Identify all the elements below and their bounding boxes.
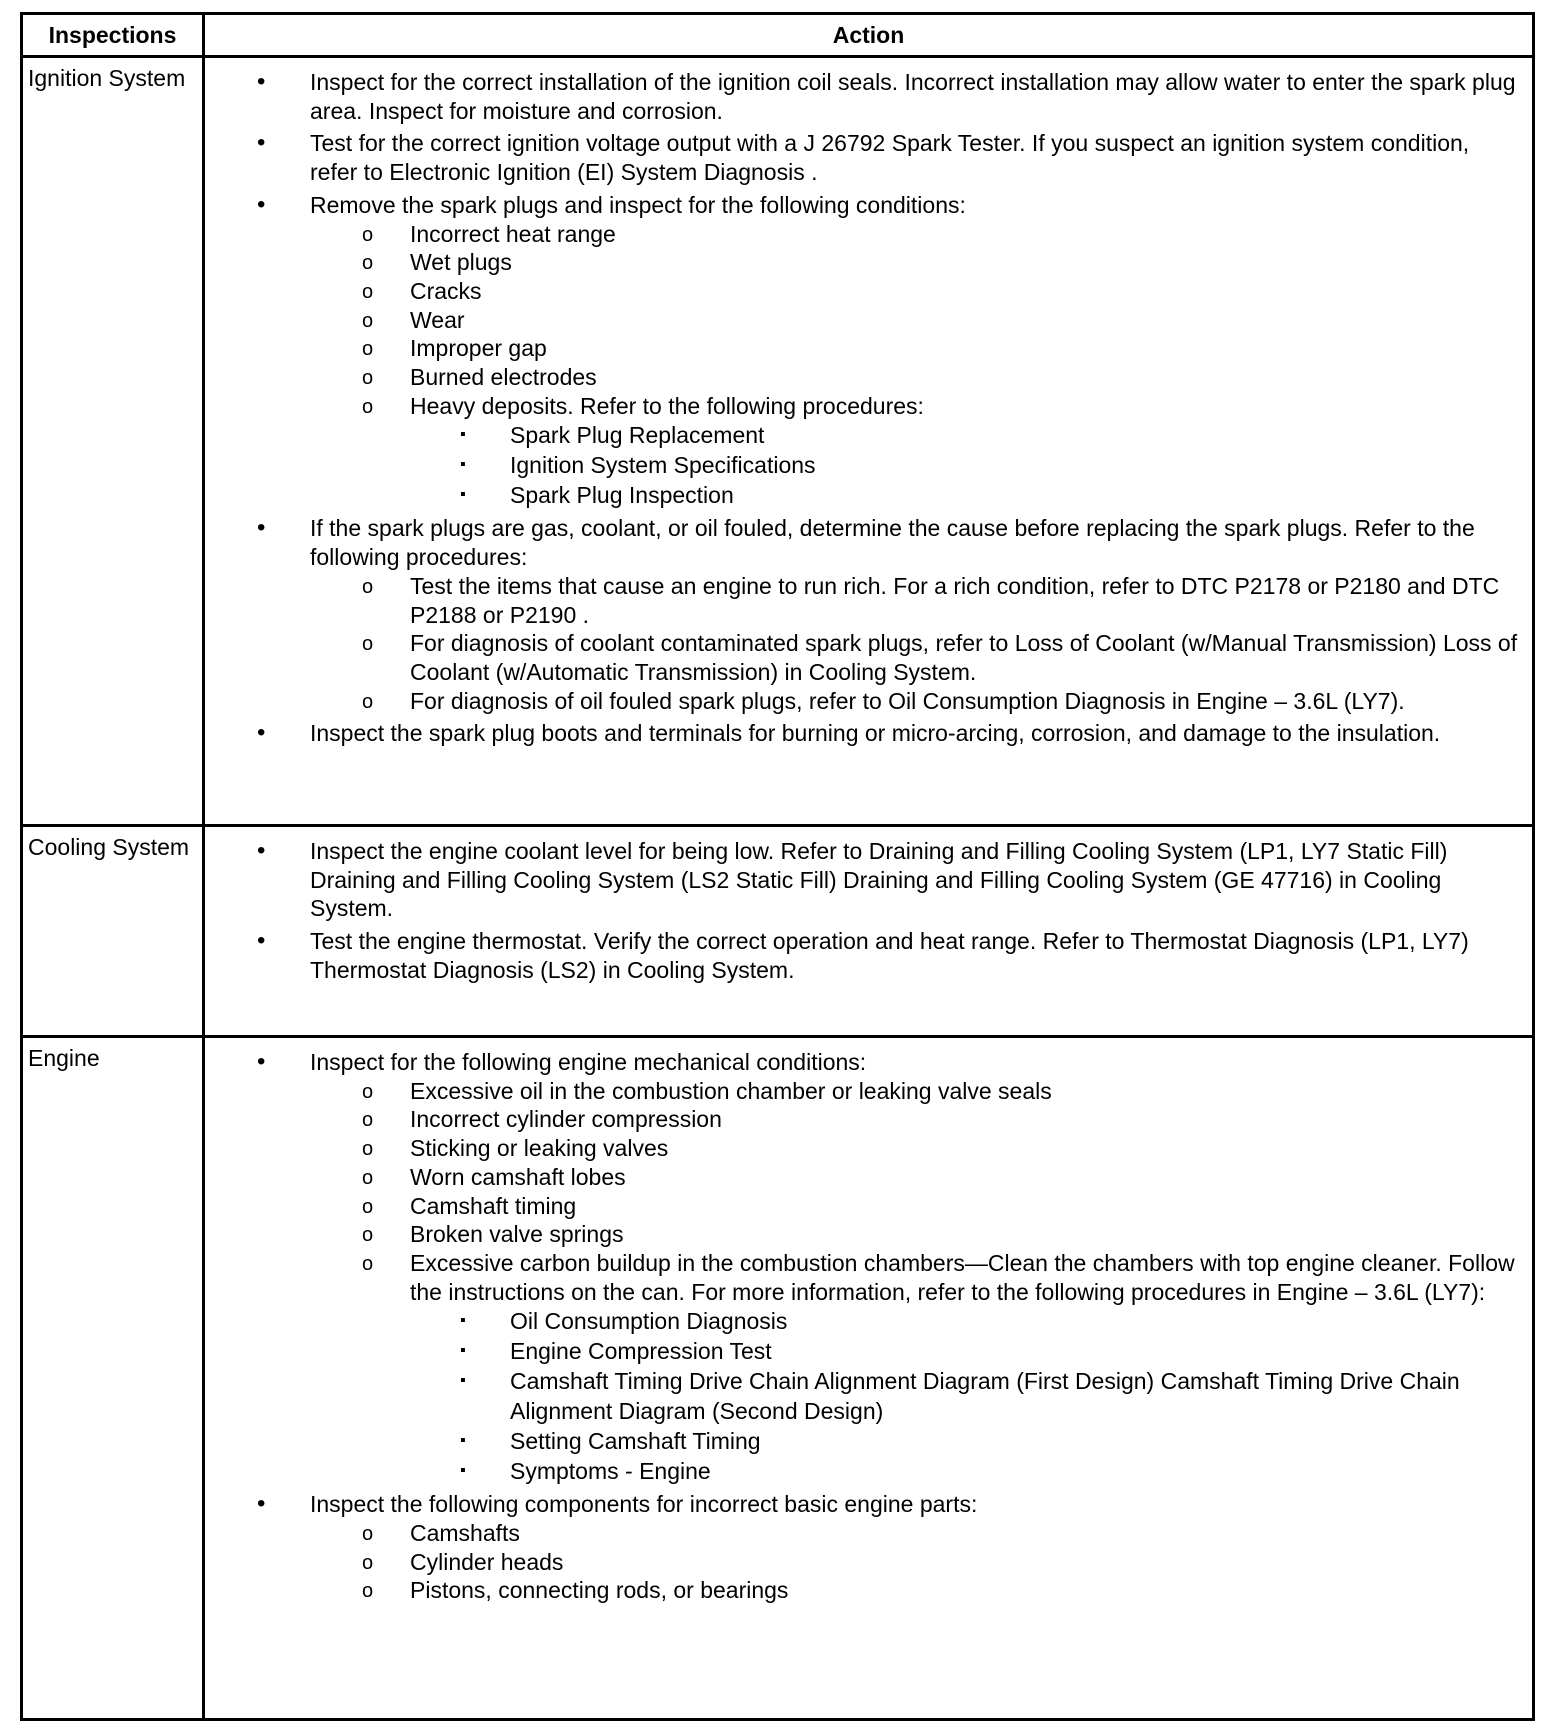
- action-item-text: Inspect the spark plug boots and terminals for burning or micro-arcing, corrosion, and damage to the insulation.: [310, 720, 1441, 747]
- action-item-text: Test for the correct ignition voltage output with a J 26792 Spark Tester. If you suspect an ignition system condition, refer to Electronic Ignition (EI) System Diagnosis .: [310, 130, 1470, 186]
- sub-item: [310, 1192, 1518, 1221]
- inspection-label: Engine: [22, 1037, 204, 1720]
- sub-item: [310, 334, 1518, 363]
- action-cell: [204, 826, 1534, 1037]
- action-cell: [204, 57, 1534, 826]
- action-item-text: Inspect the following components for incorrect basic engine parts:: [310, 1491, 978, 1518]
- sub-item-text: Sticking or leaking valves: [410, 1135, 669, 1162]
- action-item: [205, 719, 1518, 748]
- procedure-item: ▪ Spark Plug Inspection: [410, 480, 1518, 510]
- sub-item: [310, 687, 1518, 716]
- sub-item-text: Improper gap: [410, 335, 547, 362]
- action-item-text: Test the engine thermostat. Verify the correct operation and heat range. Refer to Thermostat Diagnosis (LP1, LY7) Thermostat Diagnosis (LS2) in Cooling System.: [310, 928, 1469, 983]
- sub-item: [310, 1249, 1518, 1486]
- inspection-label: Ignition System: [22, 57, 204, 826]
- action-item: [205, 1048, 1518, 1486]
- sub-item-text: For diagnosis of oil fouled spark plugs, refer to Oil Consumption Diagnosis in Engine – 3.6L (LY7).: [410, 687, 1405, 714]
- sub-item-text: Incorrect cylinder compression: [410, 1106, 722, 1133]
- table-row: [22, 826, 1534, 1037]
- action-list: [205, 837, 1518, 985]
- header-row: [22, 14, 1534, 57]
- table-row: [22, 57, 1534, 826]
- sub-item-text: Burned electrodes: [410, 364, 597, 391]
- procedure-item: ▪ Symptoms - Engine: [410, 1456, 1518, 1486]
- sub-item-text: Wear: [410, 306, 465, 333]
- action-item: [205, 129, 1518, 186]
- sub-list: [310, 1077, 1518, 1487]
- inspection-label: Cooling System: [22, 826, 204, 1037]
- inspection-table: [20, 12, 1535, 1721]
- sub-item: [310, 1576, 1518, 1605]
- procedure-list: [410, 420, 1518, 510]
- action-item-text: Inspect the engine coolant level for being low. Refer to Draining and Filling Cooling System (LP1, LY7 Static Fill) Draining and Filling Cooling System (LS2 Static Fill) Draining and Filling Cooling System (GE 47716) in Cooling System.: [310, 838, 1448, 922]
- action-item: [205, 191, 1518, 511]
- sub-item-text: Incorrect heat range: [410, 220, 616, 247]
- procedure-item: ▪ Camshaft Timing Drive Chain Alignment Diagram (First Design) Camshaft Timing Drive Chain Alignment Diagram (Second Design): [410, 1366, 1518, 1426]
- action-item: [205, 927, 1518, 984]
- sub-list: [310, 220, 1518, 511]
- action-list: [205, 68, 1518, 748]
- sub-item-text: Wet plugs: [410, 249, 512, 276]
- sub-item: [310, 1220, 1518, 1249]
- action-item-text: Inspect for the following engine mechanical conditions:: [310, 1049, 867, 1075]
- sub-item-text: For diagnosis of coolant contaminated spark plugs, refer to Loss of Coolant (w/Manual Transmission) Loss of Coolant (w/Automatic Transmission) in Cooling System.: [410, 630, 1518, 685]
- procedure-list: [410, 1306, 1518, 1486]
- action-list: [205, 1048, 1518, 1605]
- action-item: [205, 514, 1518, 715]
- procedure-item: ▪ Oil Consumption Diagnosis: [410, 1306, 1518, 1336]
- sub-item-text: Test the items that cause an engine to run rich. For a rich condition, refer to DTC P2178 or P2180 and DTC P2188 or P2190 .: [410, 572, 1500, 628]
- action-item-text: If the spark plugs are gas, coolant, or oil fouled, determine the cause before replacing the spark plugs. Refer to the following procedures:: [310, 515, 1475, 571]
- sub-item-text: Broken valve springs: [410, 1221, 624, 1248]
- sub-item: [310, 363, 1518, 392]
- sub-item-text: Pistons, connecting rods, or bearings: [410, 1577, 789, 1604]
- sub-item-text: Excessive carbon buildup in the combustion chambers—Clean the chambers with top engine cleaner. Follow the instructions on the can. For more information, refer to the following procedures in Engine – 3.6L (LY7):: [410, 1249, 1515, 1305]
- action-item: [205, 68, 1518, 125]
- sub-item: [310, 1134, 1518, 1163]
- table-row: [22, 1037, 1534, 1720]
- action-cell: [204, 1037, 1534, 1720]
- action-item: [205, 1490, 1518, 1605]
- sub-item-text: Excessive oil in the combustion chamber or leaking valve seals: [410, 1077, 1052, 1104]
- sub-item: [310, 1077, 1518, 1106]
- sub-list: [310, 572, 1518, 716]
- sub-item-text: Cracks: [410, 277, 482, 304]
- sub-item-text: Heavy deposits. Refer to the following procedures:: [410, 392, 924, 419]
- sub-item: [310, 1548, 1518, 1577]
- sub-item: [310, 1163, 1518, 1192]
- sub-item-text: Cylinder heads: [410, 1548, 564, 1575]
- action-item-text: Inspect for the correct installation of the ignition coil seals. Incorrect installation may allow water to enter the spark plug area. Inspect for moisture and corrosion.: [310, 69, 1516, 124]
- action-item: [205, 837, 1518, 923]
- sub-item-text: Worn camshaft lobes: [410, 1163, 626, 1190]
- header-action: Action: [204, 14, 1534, 57]
- sub-item: [310, 277, 1518, 306]
- sub-item: [310, 1105, 1518, 1134]
- sub-item: [310, 248, 1518, 277]
- procedure-item: ▪ Engine Compression Test: [410, 1336, 1518, 1366]
- sub-item: [310, 1519, 1518, 1548]
- action-item-text: Remove the spark plugs and inspect for the following conditions:: [310, 191, 966, 218]
- sub-item: [310, 220, 1518, 249]
- sub-list: [310, 1519, 1518, 1605]
- procedure-item: ▪ Spark Plug Replacement: [410, 420, 1518, 450]
- procedure-item: ▪ Setting Camshaft Timing: [410, 1426, 1518, 1456]
- sub-item: [310, 629, 1518, 686]
- sub-item-text: Camshafts: [410, 1520, 520, 1547]
- sub-item-text: Camshaft timing: [410, 1192, 577, 1219]
- sub-item: [310, 572, 1518, 629]
- sub-item: [310, 306, 1518, 335]
- sub-item: [310, 392, 1518, 511]
- procedure-item: ▪ Ignition System Specifications: [410, 450, 1518, 480]
- header-inspections: Inspections: [22, 14, 204, 57]
